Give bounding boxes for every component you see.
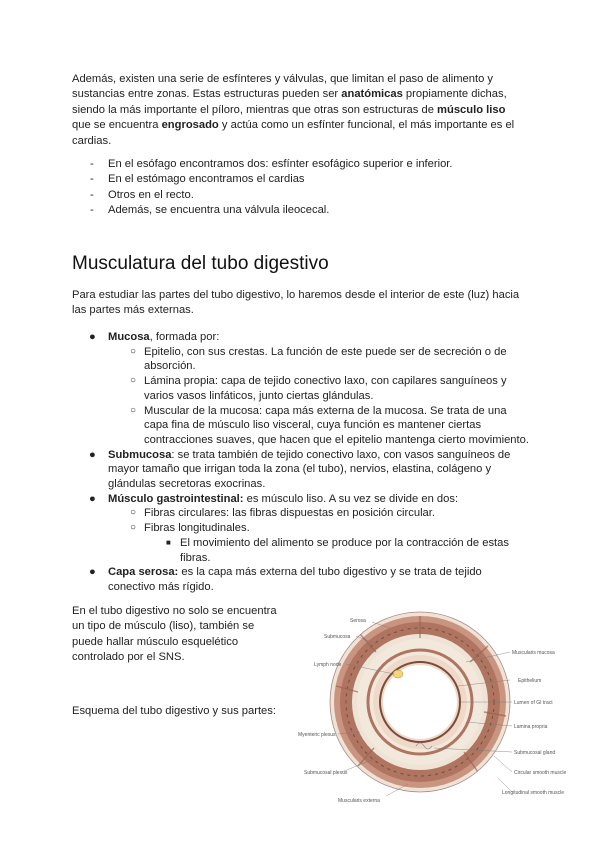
intro-text-4: y actúa como un esfínter funcional, el más importante es el cardias. bbox=[72, 119, 515, 147]
label-circular-muscle: Circular smooth muscle bbox=[514, 770, 567, 776]
serosa-text: es la capa más externa del tubo digestivo y se trata de tejido conectivo más rígido. bbox=[108, 566, 482, 593]
list-item: - En el estómago encontramos el cardias bbox=[72, 172, 522, 187]
label-longitudinal-muscle: Longitudinal smooth muscle bbox=[502, 790, 564, 796]
list-item bbox=[108, 374, 530, 403]
list-item bbox=[108, 345, 530, 374]
layer-submucosa bbox=[72, 448, 530, 492]
intro-bold-musculo-liso: músculo liso bbox=[437, 103, 506, 116]
bullet-icon: ● bbox=[89, 448, 96, 461]
musculo-title: Músculo gastrointestinal: bbox=[108, 492, 244, 505]
figure-caption: Esquema del tubo digestivo y sus partes: bbox=[72, 705, 276, 717]
list-item-text: Lámina propia: capa de tejido conectivo laxo, con capilares sanguíneos y varios vasos linfáticos, junto ciertas glándulas. bbox=[144, 375, 507, 402]
list-item-text: El movimiento del alimento se produce por la contracción de estas fibras. bbox=[180, 536, 509, 564]
list-item bbox=[144, 536, 530, 565]
list-item: - En el esófago encontramos dos: esfínter esofágico superior e inferior. bbox=[72, 157, 522, 172]
list-item-text: Fibras circulares: las fibras dispuestas en posición circular. bbox=[144, 507, 435, 520]
bullet-icon: ● bbox=[89, 566, 96, 579]
list-item: - Otros en el recto. bbox=[72, 188, 522, 203]
layer-musculo bbox=[72, 492, 530, 566]
label-serosa: Serosa bbox=[350, 618, 366, 624]
label-epithelium: Epithelium bbox=[518, 678, 542, 684]
label-submucosa: Submucosa bbox=[324, 634, 351, 640]
label-submucosal-gland: Submucosal gland bbox=[514, 750, 556, 756]
list-item-text: Muscular de la mucosa: capa más externa de la mucosa. Se trata de una capa fina de músculo liso visceral, cuya función es mantener ciertas contracciones suaves, que hacen que el epitelio mantenga cierto movimiento. bbox=[144, 404, 529, 446]
circle-bullet-icon: ○ bbox=[130, 404, 137, 416]
digestive-tube-diagram bbox=[298, 606, 580, 806]
list-item bbox=[108, 404, 530, 448]
fibras-sublist bbox=[144, 536, 530, 565]
section-intro: Para estudiar las partes del tubo digestivo, lo haremos desde el interior de este (luz) hacia las partes más externas. bbox=[72, 289, 520, 317]
mucosa-title: Mucosa bbox=[108, 331, 150, 343]
circle-bullet-icon: ○ bbox=[130, 375, 137, 387]
mucosa-text: , formada por: bbox=[149, 331, 220, 343]
circle-bullet-icon: ○ bbox=[130, 507, 137, 519]
cross-section-illustration bbox=[298, 606, 580, 806]
list-item bbox=[108, 521, 530, 565]
label-myenteric-plexus: Myenteric plexus bbox=[298, 732, 336, 738]
list-item: - Además, se encuentra una válvula ileocecal. bbox=[72, 203, 522, 218]
layers-list bbox=[72, 330, 530, 595]
label-lamina-propria: Lamina propria bbox=[514, 724, 548, 730]
intro-bold-engrosado: engrosado bbox=[161, 119, 219, 132]
submucosa-text: : se trata también de tejido conectivo laxo, con vasos sanguíneos de mayor tamaño que irrigan toda la zona (el tubo), nervios, elastina, colágeno y glándulas secretoras exocrinas. bbox=[108, 448, 511, 491]
label-submucosal-plexus: Submucosal plexus bbox=[304, 770, 348, 776]
intro-bold-anatomicas: anatómicas bbox=[341, 88, 403, 101]
intro-text-1: Además, existen una serie de esfínteres y válvulas, que limitan el paso de alimento y sustancias entre zonas. Estas estructuras pueden ser bbox=[72, 73, 494, 101]
square-bullet-icon: ■ bbox=[166, 537, 171, 547]
label-muscularis-mucosa: Muscularis mucosa bbox=[512, 650, 555, 656]
intro-text-2: propiamente dichas, siendo la más importante el píloro, mientras que otras son estructuras de bbox=[72, 88, 507, 116]
side-paragraph: En el tubo digestivo no solo se encuentra un tipo de músculo (liso), también se puede hallar músculo esquelético controlado por el SNS. bbox=[72, 605, 277, 664]
bullet-icon: ● bbox=[89, 331, 96, 343]
submucosa-title: Submucosa bbox=[108, 448, 172, 461]
serosa-title: Capa serosa: bbox=[108, 566, 179, 579]
circle-bullet-icon: ○ bbox=[130, 522, 137, 534]
layer-serosa bbox=[72, 565, 530, 594]
intro-text-3: que se encuentra bbox=[72, 119, 162, 132]
intro-paragraph bbox=[72, 72, 527, 149]
list-item-text: Epitelio, con sus crestas. La función de este puede ser de secreción o de absorción. bbox=[144, 345, 507, 373]
list-item bbox=[108, 506, 530, 521]
musculo-text: es músculo liso. A su vez se divide en dos: bbox=[243, 492, 459, 505]
circle-bullet-icon: ○ bbox=[130, 345, 137, 357]
bullet-icon: ● bbox=[89, 492, 96, 505]
mucosa-sublist bbox=[108, 345, 530, 448]
musculo-sublist bbox=[108, 506, 530, 565]
sphincter-list bbox=[72, 157, 522, 219]
label-muscularis-externa: Muscularis externa bbox=[338, 798, 380, 804]
layer-mucosa bbox=[72, 330, 530, 448]
section-title: Musculatura del tubo digestivo bbox=[72, 253, 329, 274]
list-item-text: Fibras longitudinales. bbox=[144, 522, 250, 535]
label-lumen: Lumen of GI tract bbox=[514, 700, 553, 706]
lymph-node-blob bbox=[393, 670, 403, 678]
label-lymph-node: Lymph node bbox=[314, 662, 342, 668]
